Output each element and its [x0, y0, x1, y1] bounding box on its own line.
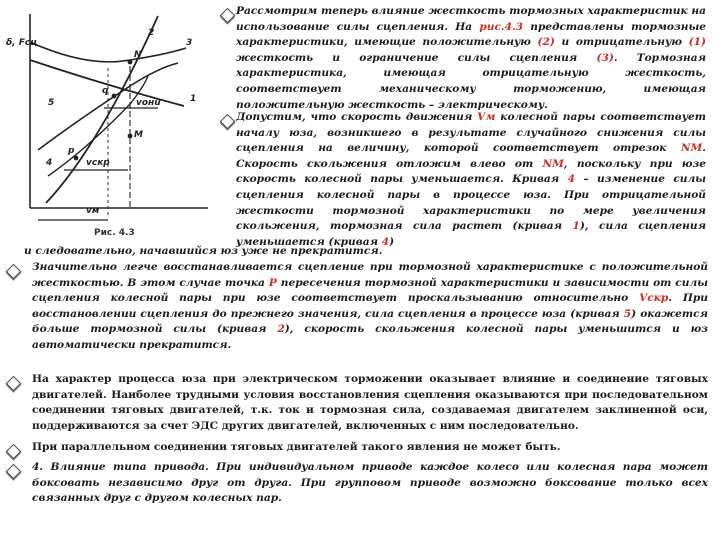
paragraph-2-end: и следовательно, начавшийся юз уже не прекратится. [24, 245, 383, 257]
paragraph-6: 4. Влияние типа привода. При индивидуальном приводе каждое колесо или колесная пара может боксовать независимо друг от друга. При групповом приводе возможно боксование только всех связанных друг с другом колесных пар. [32, 461, 708, 505]
paragraph-2: Допустим, что скорость движения Vм колесной пары соответствует началу юза, возникшего в результате случайного снижения силы сцепления на величину, которой соответствует отрезок NM. Скорость скольжения отложим влево от NM, поскольку при юзе скорость колесной пары уменьшается. Кривая 4 – изменение силы сцепления колесной пары в процессе юза. При отрицательной жесткости тормозной характеристики по мере увеличения скольжения, тормозная сила растет (кривая 1), сила сцепления уменьшается (кривая 4) [236, 111, 707, 248]
paragraph-5: При параллельном соединении тяговых двигателей такого явления не может быть. [32, 441, 561, 453]
figure-graph [8, 8, 214, 246]
p-label: p [68, 146, 75, 156]
paragraph-1: Рассмотрим теперь влияние жесткость тормозных характеристик на использование силы сцепления. На рис.4.3 представлены тормозные характеристики, имеющие положительную (2) и отрицательную (1) жесткость и ограничение силы сцепления (3). Тормозная характеристика, имеющая отрицательную жесткость, соответствует механическому торможению, имеющая положительную жесткость – электрическому. [236, 5, 706, 111]
bullet-icon [220, 114, 236, 130]
m-label: M [134, 130, 143, 140]
bullet-icon [6, 264, 22, 280]
point-n [128, 60, 133, 65]
paragraph-3: Значительно легче восстанавливается сцепление при тормозной характеристике с положительной жесткостью. В этом случае точка P пересечения тормозной характеристики и зависимости от силы сцепления колесной пары при юзе соответствует проскальзыванию относительно Vскр. При восстановлении сцепления до прежнего значения, сила сцепления в процессе юза (кривая 5) окажется больше тормозной силы (кривая 2), скорость скольжения колесной пары уменьшится и юз автоматически прекратится. [32, 261, 708, 351]
bullet-icon [6, 376, 22, 392]
v-skr-label: vскр [86, 158, 110, 168]
q-label: q [102, 86, 109, 96]
curve-4-label: 4 [46, 158, 53, 168]
curve-3-label: 3 [186, 38, 193, 48]
curve-2 [46, 16, 158, 203]
curve-3 [30, 42, 186, 62]
bullet-icon [220, 8, 236, 24]
y-axis-label: δ, Fсц [6, 38, 37, 48]
figure-caption: Рис. 4.3 [94, 228, 135, 238]
paragraph-4: На характер процесса юза при электрическом торможении оказывает влияние и соединение тяговых двигателей. Наиболее трудными условия восстановления сцепления оказываются при последовательном соединении тяговых двигателей, т.к. ток и тормозная сила, создаваемая двигателем заклиненной оси, поддерживаются за счет ЭДС других двигателей, включенных с ним последовательно. [32, 373, 708, 432]
v-onu-label: vонu [136, 98, 161, 108]
bullet-icon [6, 444, 22, 460]
curve-2-label: 2 [148, 28, 155, 38]
v-m-label: vм [86, 206, 100, 216]
point-q [112, 94, 117, 99]
curve-1-label: 1 [190, 94, 197, 104]
bullet-icon [6, 464, 22, 480]
n-label: N [134, 50, 142, 60]
point-p [74, 156, 79, 161]
curve-5-label: 5 [48, 98, 55, 108]
point-m [128, 134, 133, 139]
figure-4-3 [8, 8, 214, 246]
